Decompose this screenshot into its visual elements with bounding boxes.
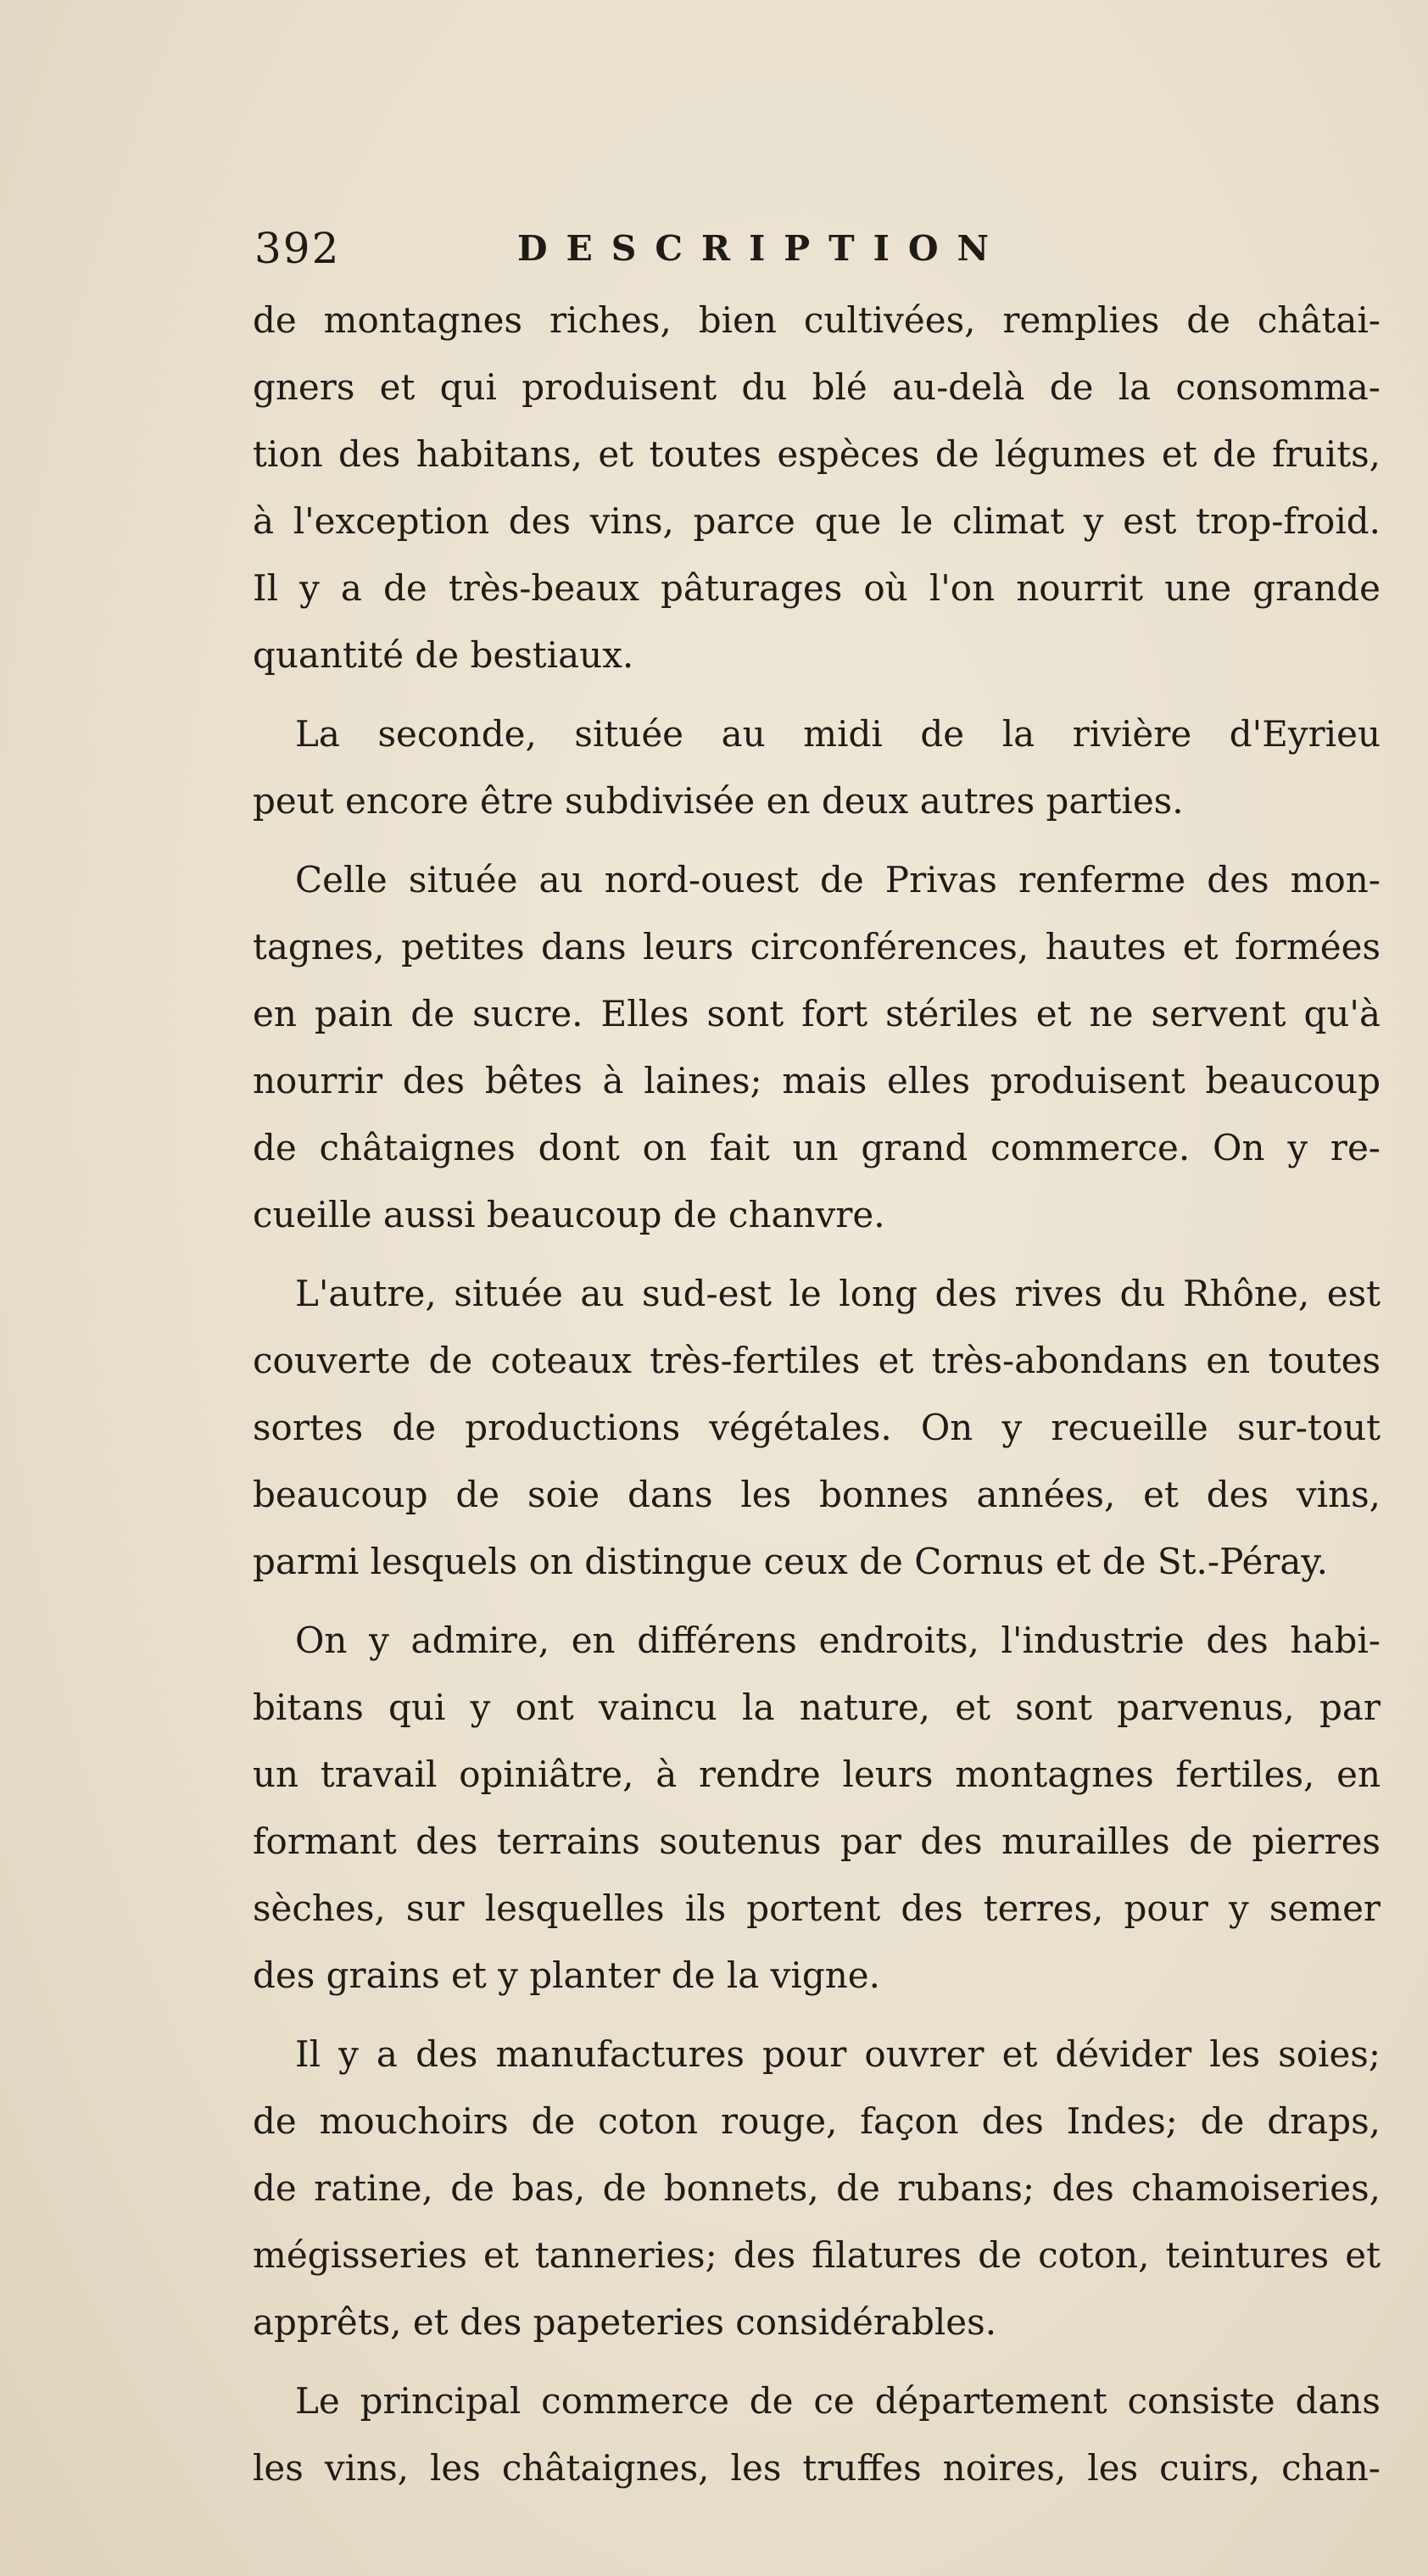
text-line: en pain de sucre. Elles sont fort stériles et ne servent qu'à bbox=[253, 993, 1381, 1034]
paragraph bbox=[253, 2021, 1381, 2356]
body-text bbox=[253, 287, 1381, 2501]
text-line: Il y a des manufactures pour ouvrer et dévider les soies; bbox=[295, 2033, 1381, 2075]
text-line: sortes de productions végétales. On y recueille sur-tout bbox=[253, 1407, 1381, 1448]
page-number: 392 bbox=[254, 224, 341, 273]
text-line: de mouchoirs de coton rouge, façon des Indes; de draps, bbox=[253, 2100, 1381, 2142]
text-line: cueille aussi beaucoup de chanvre. bbox=[253, 1194, 885, 1235]
text-line: les vins, les châtaignes, les truffes noires, les cuirs, chan- bbox=[253, 2447, 1381, 2489]
text-line: un travail opiniâtre, à rendre leurs montagnes fertiles, en bbox=[253, 1754, 1381, 1795]
text-line: à l'exception des vins, parce que le climat y est trop-froid. bbox=[253, 500, 1381, 542]
text-line: des grains et y planter de la vigne. bbox=[253, 1954, 880, 1996]
text-line: formant des terrains soutenus par des murailles de pierres bbox=[253, 1820, 1381, 1862]
text-line: parmi lesquels on distingue ceux de Cornus et de St.-Péray. bbox=[253, 1541, 1328, 1582]
text-line: nourrir des bêtes à laines; mais elles produisent beaucoup bbox=[253, 1060, 1381, 1101]
text-line: sèches, sur lesquelles ils portent des terres, pour y semer bbox=[253, 1887, 1381, 1929]
paragraph bbox=[253, 846, 1381, 1248]
paragraph bbox=[253, 1607, 1381, 2009]
page-header bbox=[254, 219, 1272, 278]
text-line: tion des habitans, et toutes espèces de légumes et de fruits, bbox=[253, 433, 1381, 475]
text-line: tagnes, petites dans leurs circonférences, hautes et formées bbox=[253, 926, 1381, 967]
text-line: On y admire, en différens endroits, l'industrie des habi- bbox=[295, 1620, 1381, 1661]
paragraph bbox=[253, 2367, 1381, 2501]
text-line: couverte de coteaux très-fertiles et très-abondans en toutes bbox=[253, 1340, 1381, 1381]
running-title: DESCRIPTION bbox=[517, 228, 1008, 269]
text-line: Le principal commerce de ce département consiste dans bbox=[295, 2380, 1381, 2422]
text-line: Celle située au nord-ouest de Privas renferme des mon- bbox=[295, 859, 1381, 900]
text-line: apprêts, et des papeteries considérables. bbox=[253, 2301, 997, 2343]
text-line: de châtaignes dont on fait un grand commerce. On y re- bbox=[253, 1127, 1381, 1168]
text-line: quantité de bestiaux. bbox=[253, 634, 634, 676]
text-line: gners et qui produisent du blé au-delà de la consomma- bbox=[253, 366, 1381, 408]
paragraph bbox=[253, 1260, 1381, 1595]
text-line: La seconde, située au midi de la rivière d'Eyrieu bbox=[295, 713, 1381, 755]
text-line: Il y a de très-beaux pâturages où l'on nourrit une grande bbox=[253, 567, 1381, 609]
text-line: peut encore être subdivisée en deux autres parties. bbox=[253, 780, 1184, 822]
text-line: de ratine, de bas, de bonnets, de rubans; des chamoiseries, bbox=[253, 2167, 1381, 2209]
text-line: bitans qui y ont vaincu la nature, et sont parvenus, par bbox=[253, 1687, 1381, 1728]
text-line: L'autre, située au sud-est le long des rives du Rhône, est bbox=[295, 1273, 1381, 1314]
text-line: beaucoup de soie dans les bonnes années, et des vins, bbox=[253, 1474, 1381, 1515]
text-line: de montagnes riches, bien cultivées, remplies de châtai- bbox=[253, 299, 1381, 341]
paragraph bbox=[253, 287, 1381, 689]
text-line: mégisseries et tanneries; des filatures de coton, teintures et bbox=[253, 2234, 1381, 2276]
paragraph bbox=[253, 700, 1381, 834]
